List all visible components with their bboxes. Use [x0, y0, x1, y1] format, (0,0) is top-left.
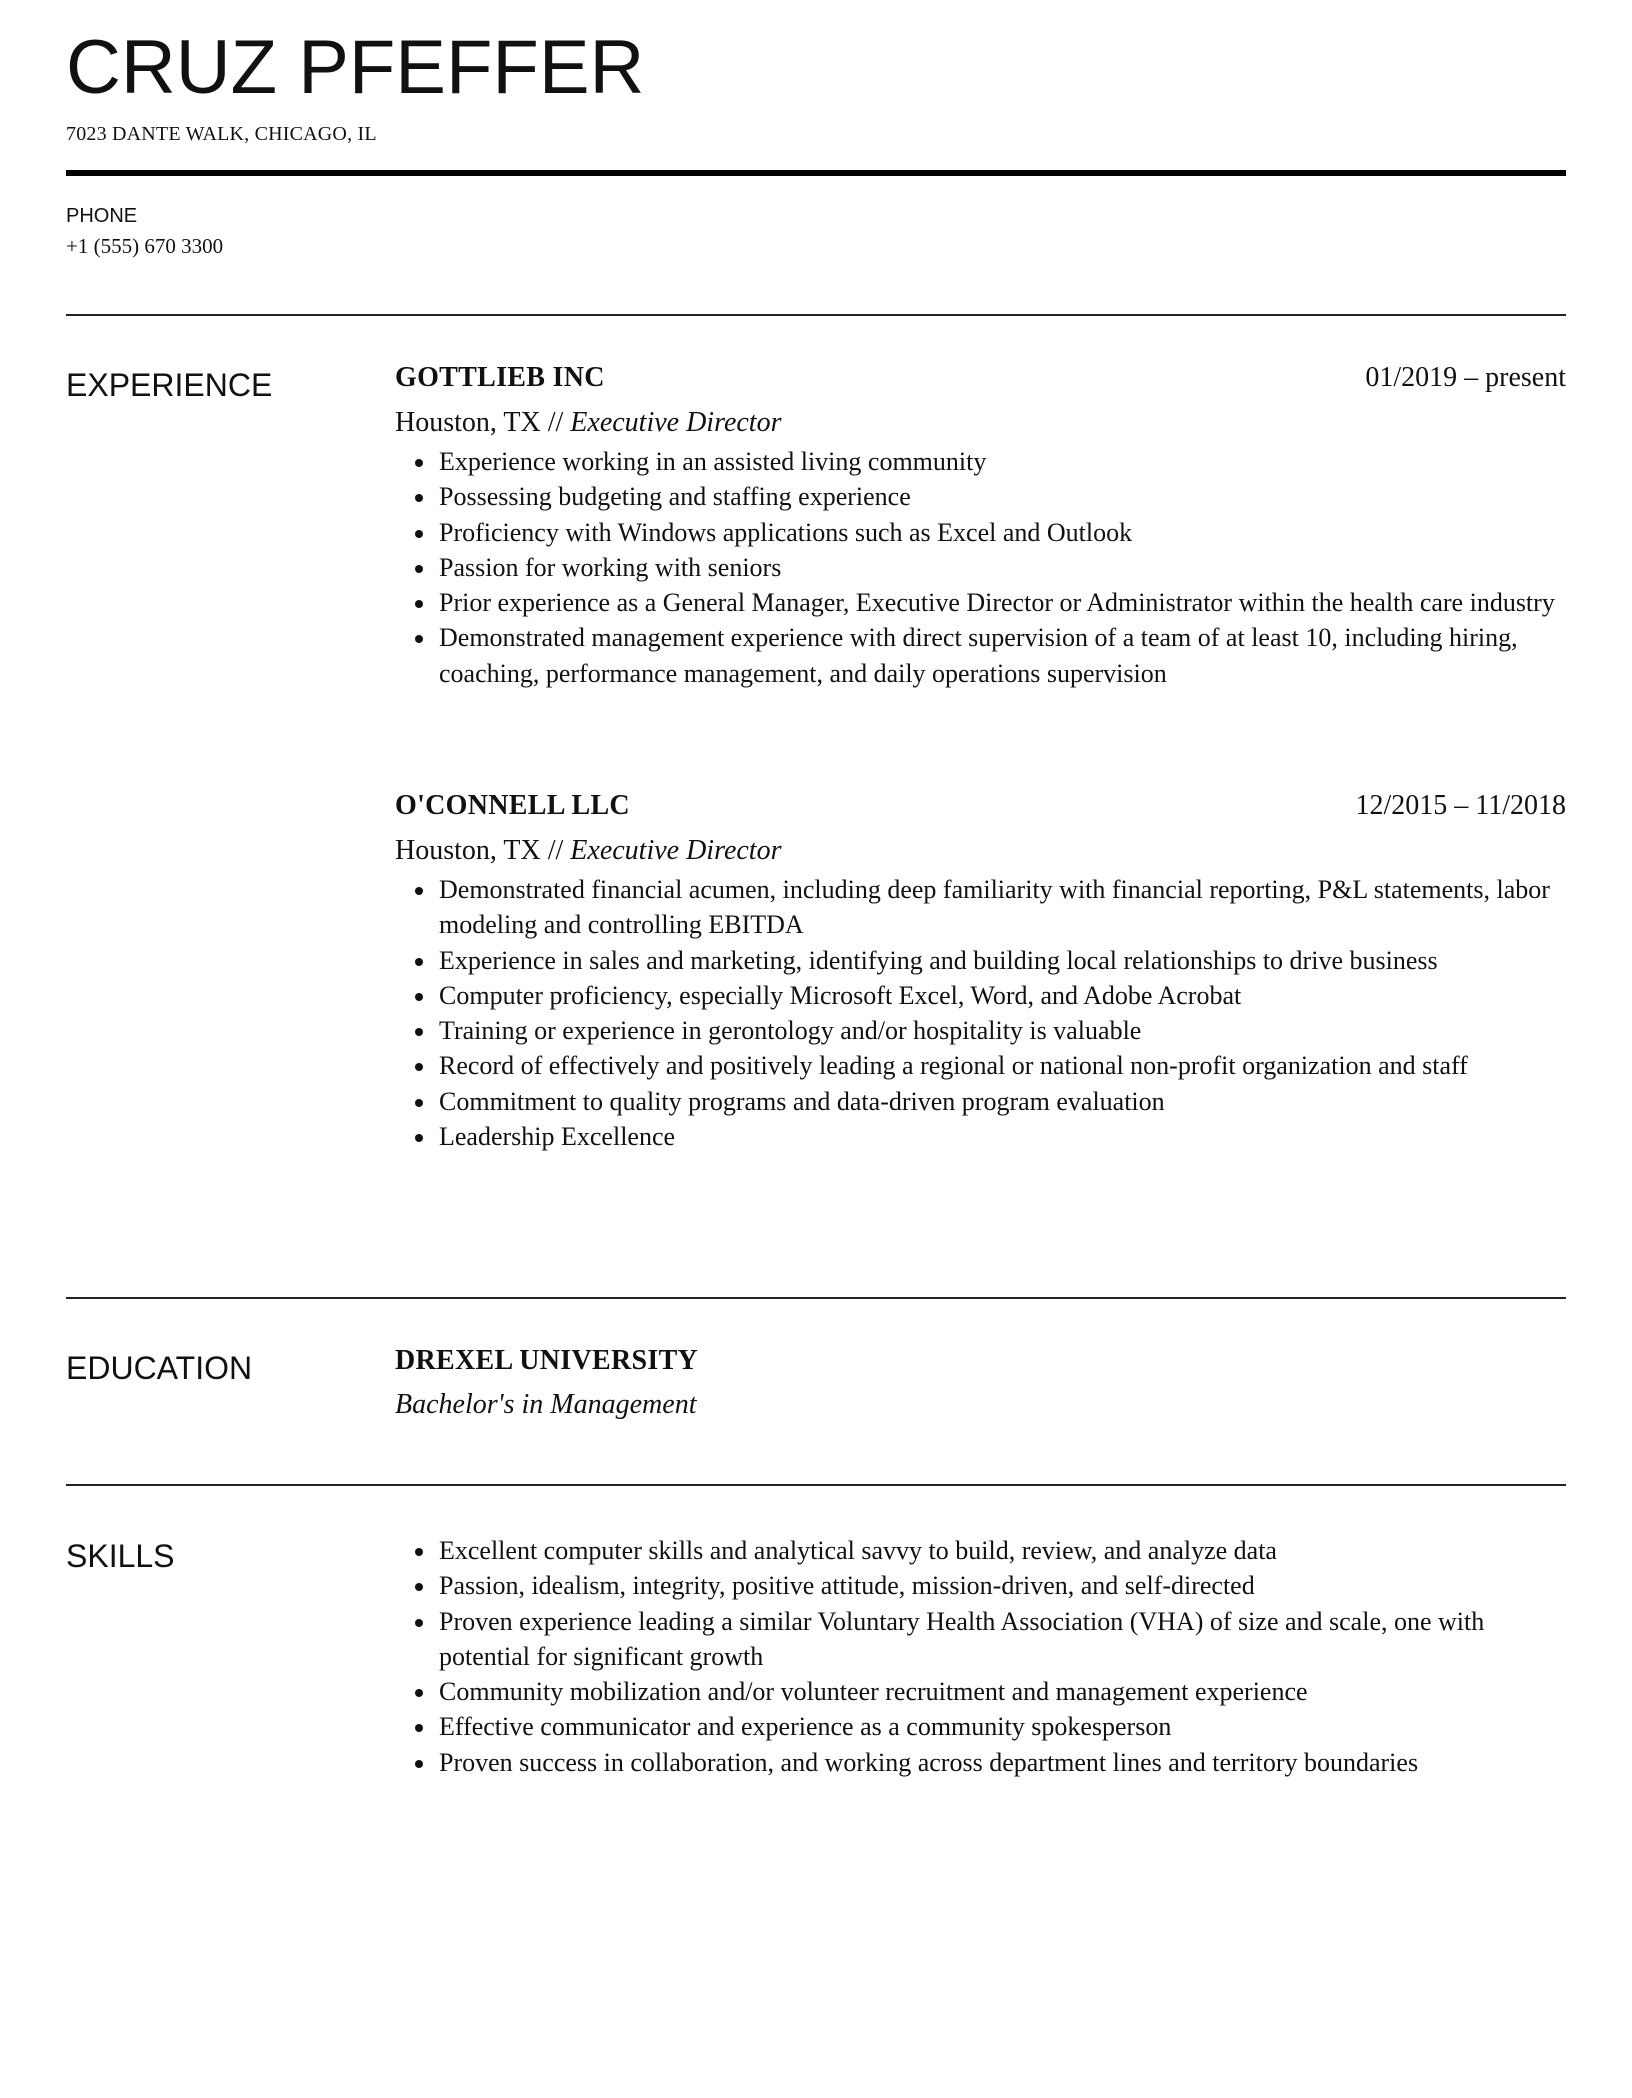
list-item: • Training or experience in gerontology and/or hospitality is valuable — [437, 1013, 1566, 1048]
list-item: • Proven success in collaboration, and working across department lines and territory boundaries — [437, 1745, 1566, 1780]
list-item: • Passion, idealism, integrity, positive attitude, mission-driven, and self-directed — [437, 1568, 1566, 1603]
list-item: • Computer proficiency, especially Microsoft Excel, Word, and Adobe Acrobat — [437, 978, 1566, 1013]
candidate-address: 7023 DANTE WALK, CHICAGO, IL — [66, 123, 377, 145]
job-entry-1 — [395, 362, 1566, 691]
education-divider — [66, 1484, 1566, 1486]
education-heading: EDUCATION — [66, 1350, 253, 1386]
list-item: • Demonstrated management experience with direct supervision of a team of at least 10, including hiring, coaching, performance management, and daily operations supervision — [437, 620, 1566, 691]
list-item: • Demonstrated financial acumen, including deep familiarity with financial reporting, P&L statements, labor modeling and controlling EBITDA — [437, 872, 1566, 943]
job-company: GOTTLIEB INC — [395, 362, 605, 393]
experience-heading: EXPERIENCE — [66, 367, 273, 403]
skills-heading: SKILLS — [66, 1538, 175, 1574]
phone-value: +1 (555) 670 3300 — [66, 234, 224, 258]
school-name: DREXEL UNIVERSITY — [395, 1345, 699, 1376]
list-item: • Passion for working with seniors — [437, 550, 1566, 585]
list-item: • Community mobilization and/or volunteer recruitment and management experience — [437, 1674, 1566, 1709]
job-separator: // — [540, 835, 571, 866]
job-subline — [395, 402, 1566, 444]
skills-list — [395, 1533, 1566, 1780]
job-separator: // — [540, 407, 571, 438]
list-item: • Excellent computer skills and analytical savvy to build, review, and analyze data — [437, 1533, 1566, 1568]
job-role: Executive Director — [570, 407, 782, 438]
list-item: • Effective communicator and experience as a community spokesperson — [437, 1709, 1566, 1744]
skills-entry — [395, 1533, 1566, 1780]
job-company: O'CONNELL LLC — [395, 790, 630, 821]
contact-divider — [66, 314, 1566, 316]
list-item: • Proficiency with Windows applications such as Excel and Outlook — [437, 515, 1566, 550]
job-role: Executive Director — [570, 835, 782, 866]
job-dates: 12/2015 – 11/2018 — [1355, 790, 1566, 821]
job-bullets — [395, 444, 1566, 691]
list-item: • Record of effectively and positively leading a regional or national non-profit organization and staff — [437, 1048, 1566, 1083]
job-subline — [395, 830, 1566, 872]
job-location: Houston, TX — [395, 835, 541, 866]
list-item: • Possessing budgeting and staffing experience — [437, 479, 1566, 514]
list-item: • Proven experience leading a similar Voluntary Health Association (VHA) of size and scale, one with potential for significant growth — [437, 1604, 1566, 1675]
job-bullets — [395, 872, 1566, 1154]
job-location: Houston, TX — [395, 407, 541, 438]
list-item: • Experience working in an assisted living community — [437, 444, 1566, 479]
list-item: • Prior experience as a General Manager, Executive Director or Administrator within the health care industry — [437, 585, 1566, 620]
list-item: • Leadership Excellence — [437, 1119, 1566, 1154]
list-item: • Commitment to quality programs and data-driven program evaluation — [437, 1084, 1566, 1119]
list-item: • Experience in sales and marketing, identifying and building local relationships to drive business — [437, 943, 1566, 978]
job-entry-2 — [395, 790, 1566, 1154]
candidate-name: CRUZ PFEFFER — [66, 25, 645, 110]
header-divider — [66, 170, 1566, 176]
education-entry — [395, 1345, 1566, 1425]
degree-name: Bachelor's in Management — [395, 1389, 697, 1420]
job-dates: 01/2019 – present — [1365, 362, 1566, 393]
phone-label: PHONE — [66, 205, 138, 227]
experience-divider — [66, 1297, 1566, 1299]
